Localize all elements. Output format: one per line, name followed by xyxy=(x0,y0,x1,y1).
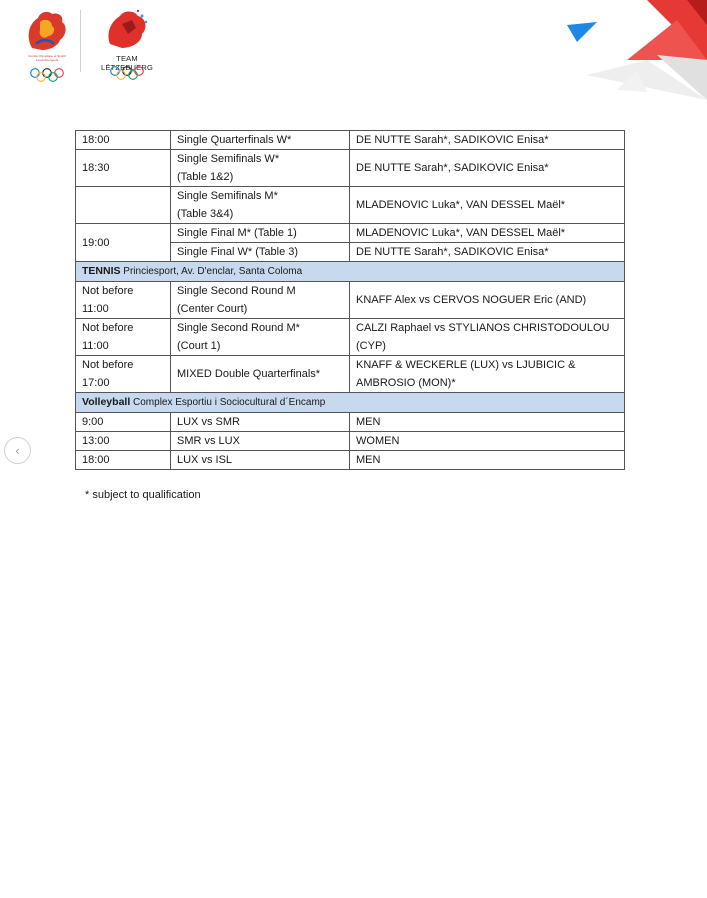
table-row xyxy=(76,150,625,187)
time-cell xyxy=(76,319,171,356)
time-cell: 18:00 xyxy=(76,131,171,150)
section-sport: Volleyball xyxy=(82,396,131,408)
event-cell: LUX vs SMR xyxy=(171,413,350,432)
category-cell: WOMEN xyxy=(350,432,625,451)
time-cell: 13:00 xyxy=(76,432,171,451)
time-line: 11:00 xyxy=(82,340,109,352)
athletes-line: CALZI Raphael vs STYLIANOS CHRISTODOULOU xyxy=(356,322,610,334)
table-row xyxy=(76,224,625,243)
athletes-cell: DE NUTTE Sarah*, SADIKOVIC Enisa* xyxy=(350,131,625,150)
time-line: Not before xyxy=(82,359,134,371)
time-line: 11:00 xyxy=(82,303,109,315)
coslux-tagline: Comité Olympique et Sportif Luxembourgeois xyxy=(28,54,66,62)
event-cell xyxy=(171,150,350,187)
athletes-cell: MLADENOVIC Luka*, VAN DESSEL Maël* xyxy=(350,187,625,224)
event-line: Single Semifinals M* xyxy=(177,190,278,202)
olympic-rings-icon xyxy=(109,66,145,80)
logo-divider xyxy=(80,10,81,72)
athletes-cell xyxy=(350,319,625,356)
lion-icon xyxy=(22,8,72,54)
team-lion-icon xyxy=(102,8,152,52)
event-line: (Table 1&2) xyxy=(177,171,234,183)
event-cell: Single Final W* (Table 3) xyxy=(171,243,350,262)
category-cell: MEN xyxy=(350,451,625,470)
event-line: Single Semifinals W* xyxy=(177,153,280,165)
section-sport: TENNIS xyxy=(82,265,121,277)
event-line: (Center Court) xyxy=(177,303,248,315)
section-venue: Complex Esportiu i Sociocultural d´Encamp xyxy=(130,397,326,408)
time-cell xyxy=(76,187,171,224)
time-line: Not before xyxy=(82,322,134,334)
table-row xyxy=(76,356,625,393)
athletes-cell: DE NUTTE Sarah*, SADIKOVIC Enisa* xyxy=(350,243,625,262)
event-line: Single Second Round M xyxy=(177,285,296,297)
section-header-volleyball xyxy=(76,393,625,413)
page-header xyxy=(0,0,707,110)
table-row xyxy=(76,282,625,319)
athletes-cell: KNAFF Alex vs CERVOS NOGUER Eric (AND) xyxy=(350,282,625,319)
time-cell xyxy=(76,282,171,319)
athletes-line: KNAFF & WECKERLE (LUX) vs LJUBICIC & xyxy=(356,359,576,371)
section-header-tennis xyxy=(76,262,625,282)
athletes-cell: MLADENOVIC Luka*, VAN DESSEL Maël* xyxy=(350,224,625,243)
time-line: Not before xyxy=(82,285,134,297)
table-row xyxy=(76,319,625,356)
table-row xyxy=(76,187,625,224)
event-cell xyxy=(171,319,350,356)
table-row xyxy=(76,413,625,432)
event-cell: LUX vs ISL xyxy=(171,451,350,470)
time-cell: 18:00 xyxy=(76,451,171,470)
event-cell xyxy=(171,282,350,319)
category-cell: MEN xyxy=(350,413,625,432)
time-cell xyxy=(76,356,171,393)
event-cell: SMR vs LUX xyxy=(171,432,350,451)
section-venue: Princiesport, Av. D'enclar, Santa Coloma xyxy=(120,266,303,277)
athletes-cell xyxy=(350,356,625,393)
schedule-table xyxy=(75,130,625,470)
event-line: (Court 1) xyxy=(177,340,221,352)
table-row xyxy=(76,131,625,150)
athletes-line: (CYP) xyxy=(356,340,386,352)
team-letzebuerg-logo xyxy=(90,8,164,80)
decorative-triangles xyxy=(567,0,707,110)
time-cell: 18:30 xyxy=(76,150,171,187)
footnote: * subject to qualification xyxy=(85,489,201,501)
table-row xyxy=(76,432,625,451)
chevron-left-icon: ‹ xyxy=(15,443,20,458)
time-cell: 9:00 xyxy=(76,413,171,432)
time-line: 17:00 xyxy=(82,377,110,389)
coslux-logo xyxy=(22,8,72,80)
event-cell xyxy=(171,187,350,224)
event-cell: Single Final M* (Table 1) xyxy=(171,224,350,243)
table-row xyxy=(76,451,625,470)
event-line: Single Second Round M* xyxy=(177,322,300,334)
time-cell: 19:00 xyxy=(76,224,171,262)
previous-page-button[interactable] xyxy=(4,437,31,464)
event-cell: Single Quarterfinals W* xyxy=(171,131,350,150)
event-line: (Table 3&4) xyxy=(177,208,234,220)
team-name: TEAM LËTZEBUERG xyxy=(100,54,153,72)
athletes-line: AMBROSIO (MON)* xyxy=(356,377,456,389)
athletes-cell: DE NUTTE Sarah*, SADIKOVIC Enisa* xyxy=(350,150,625,187)
olympic-rings-icon xyxy=(29,68,65,82)
event-cell: MIXED Double Quarterfinals* xyxy=(171,356,350,393)
